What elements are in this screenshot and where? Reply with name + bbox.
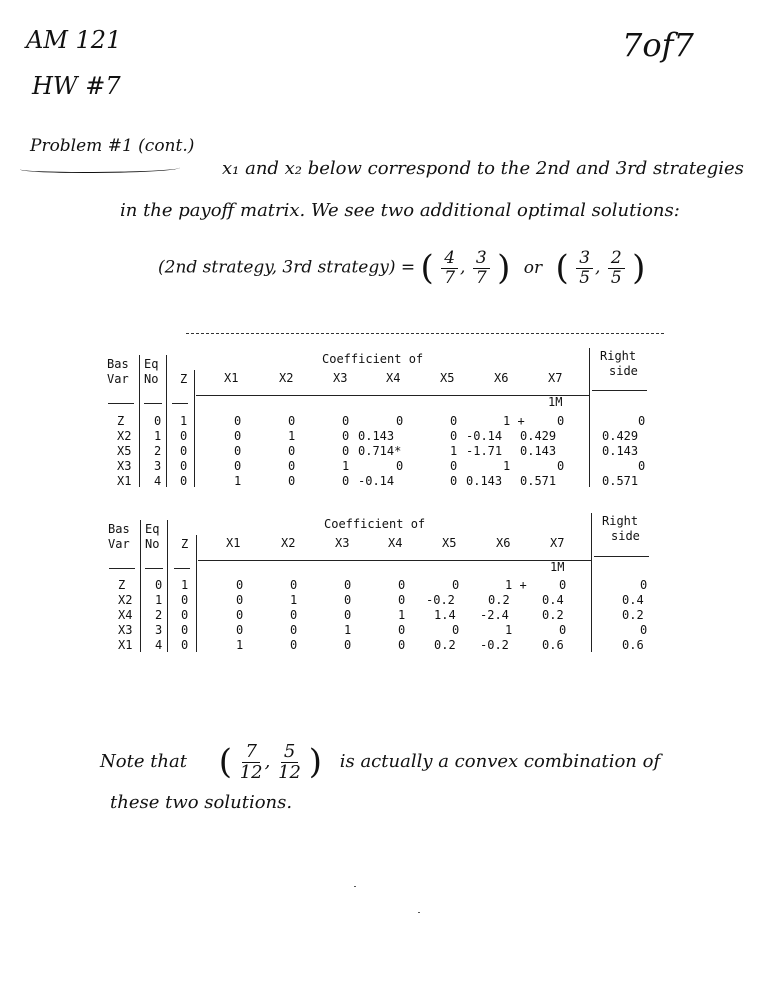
scan-speck [418,912,420,913]
table-rule [196,395,589,396]
col-header-x1: X1 [224,371,239,385]
col-header-x2: X2 [281,536,296,550]
header-z: Z [181,537,189,551]
table-divider [194,370,195,487]
col-header-x7: X7 [550,536,565,550]
table-rule [144,403,162,404]
table-rule [108,403,134,404]
big-m-note: 1M [550,560,565,574]
table-divider [166,355,167,487]
fraction: $\frac{5}{12}$ [278,740,301,783]
header-no: No [144,372,159,386]
table-divider [139,355,140,487]
problem-line-1: x₁ and x₂ below correspond to the 2nd and 3rd strategies [222,158,744,179]
fraction: $\frac{4}{7}$ [441,250,458,287]
problem-label: Problem #1 (cont.) [30,136,195,156]
or-word: or [523,257,543,278]
course-label: AM 121 [26,26,122,54]
fraction: $\frac{2}{5}$ [608,250,625,287]
fraction: $\frac{7}{12}$ [239,740,263,783]
table-divider [196,535,197,652]
hw-label: HW #7 [32,72,121,100]
table-divider [589,348,590,487]
note-suffix: is actually a convex combination of [339,751,661,772]
header-eq: Eq [144,357,159,371]
header-var: Var [107,372,129,386]
note-prefix: Note that [100,751,187,772]
col-header-x3: X3 [335,536,350,550]
table-rule [198,560,591,561]
table-rule [172,403,188,404]
equation-prefix: (2nd strategy, 3rd strategy) = [158,257,416,278]
header-var: Var [108,537,130,551]
col-header-x6: X6 [494,371,509,385]
col-header-x3: X3 [333,371,348,385]
page-number: 7of7 [622,26,694,64]
note-line-2: these two solutions. [110,792,293,813]
big-m-note: 1M [548,395,563,409]
col-header-x1: X1 [226,536,241,550]
separator-line [186,333,664,334]
problem-line-2: in the payoff matrix. We see two additional optimal solutions: [120,200,680,221]
problem-label-underline [20,164,180,173]
col-header-x4: X4 [388,536,403,550]
scan-speck [354,886,356,887]
table-rule [109,568,135,569]
fraction: $\frac{3}{7}$ [473,250,490,287]
header-no: No [145,537,160,551]
header-right: Right [600,349,637,363]
solutions-equation: (2nd strategy, 3rd strategy) = ( $\frac{4}{7}$ , $\frac{3}{7}$ ) or ( $\frac{3}{5}$ , $\frac{2}{5}$ ) [158,247,646,288]
header-coefficient: Coefficient of [322,352,424,366]
col-header-x7: X7 [548,371,563,385]
header-bas: Bas [107,357,129,371]
header-z: Z [180,372,188,386]
col-header-x2: X2 [279,371,294,385]
col-header-x6: X6 [496,536,511,550]
col-header-x4: X4 [386,371,401,385]
table-divider [140,520,141,652]
table-rule [592,390,647,391]
col-header-x5: X5 [440,371,455,385]
table-divider [591,513,592,652]
header-side: side [611,529,640,543]
table-rule [174,568,190,569]
note-line-1: Note that ( $\frac{7}{12}$ , $\frac{5}{12}$ ) is actually a convex combination of [100,740,661,783]
header-coefficient: Coefficient of [324,517,426,531]
fraction: $\frac{3}{5}$ [576,250,593,287]
header-bas: Bas [108,522,130,536]
table-rule [594,556,649,557]
table-rule [145,568,163,569]
header-eq: Eq [145,522,160,536]
table-divider [167,520,168,652]
header-side: side [609,364,638,378]
header-right: Right [602,514,639,528]
col-header-x5: X5 [442,536,457,550]
